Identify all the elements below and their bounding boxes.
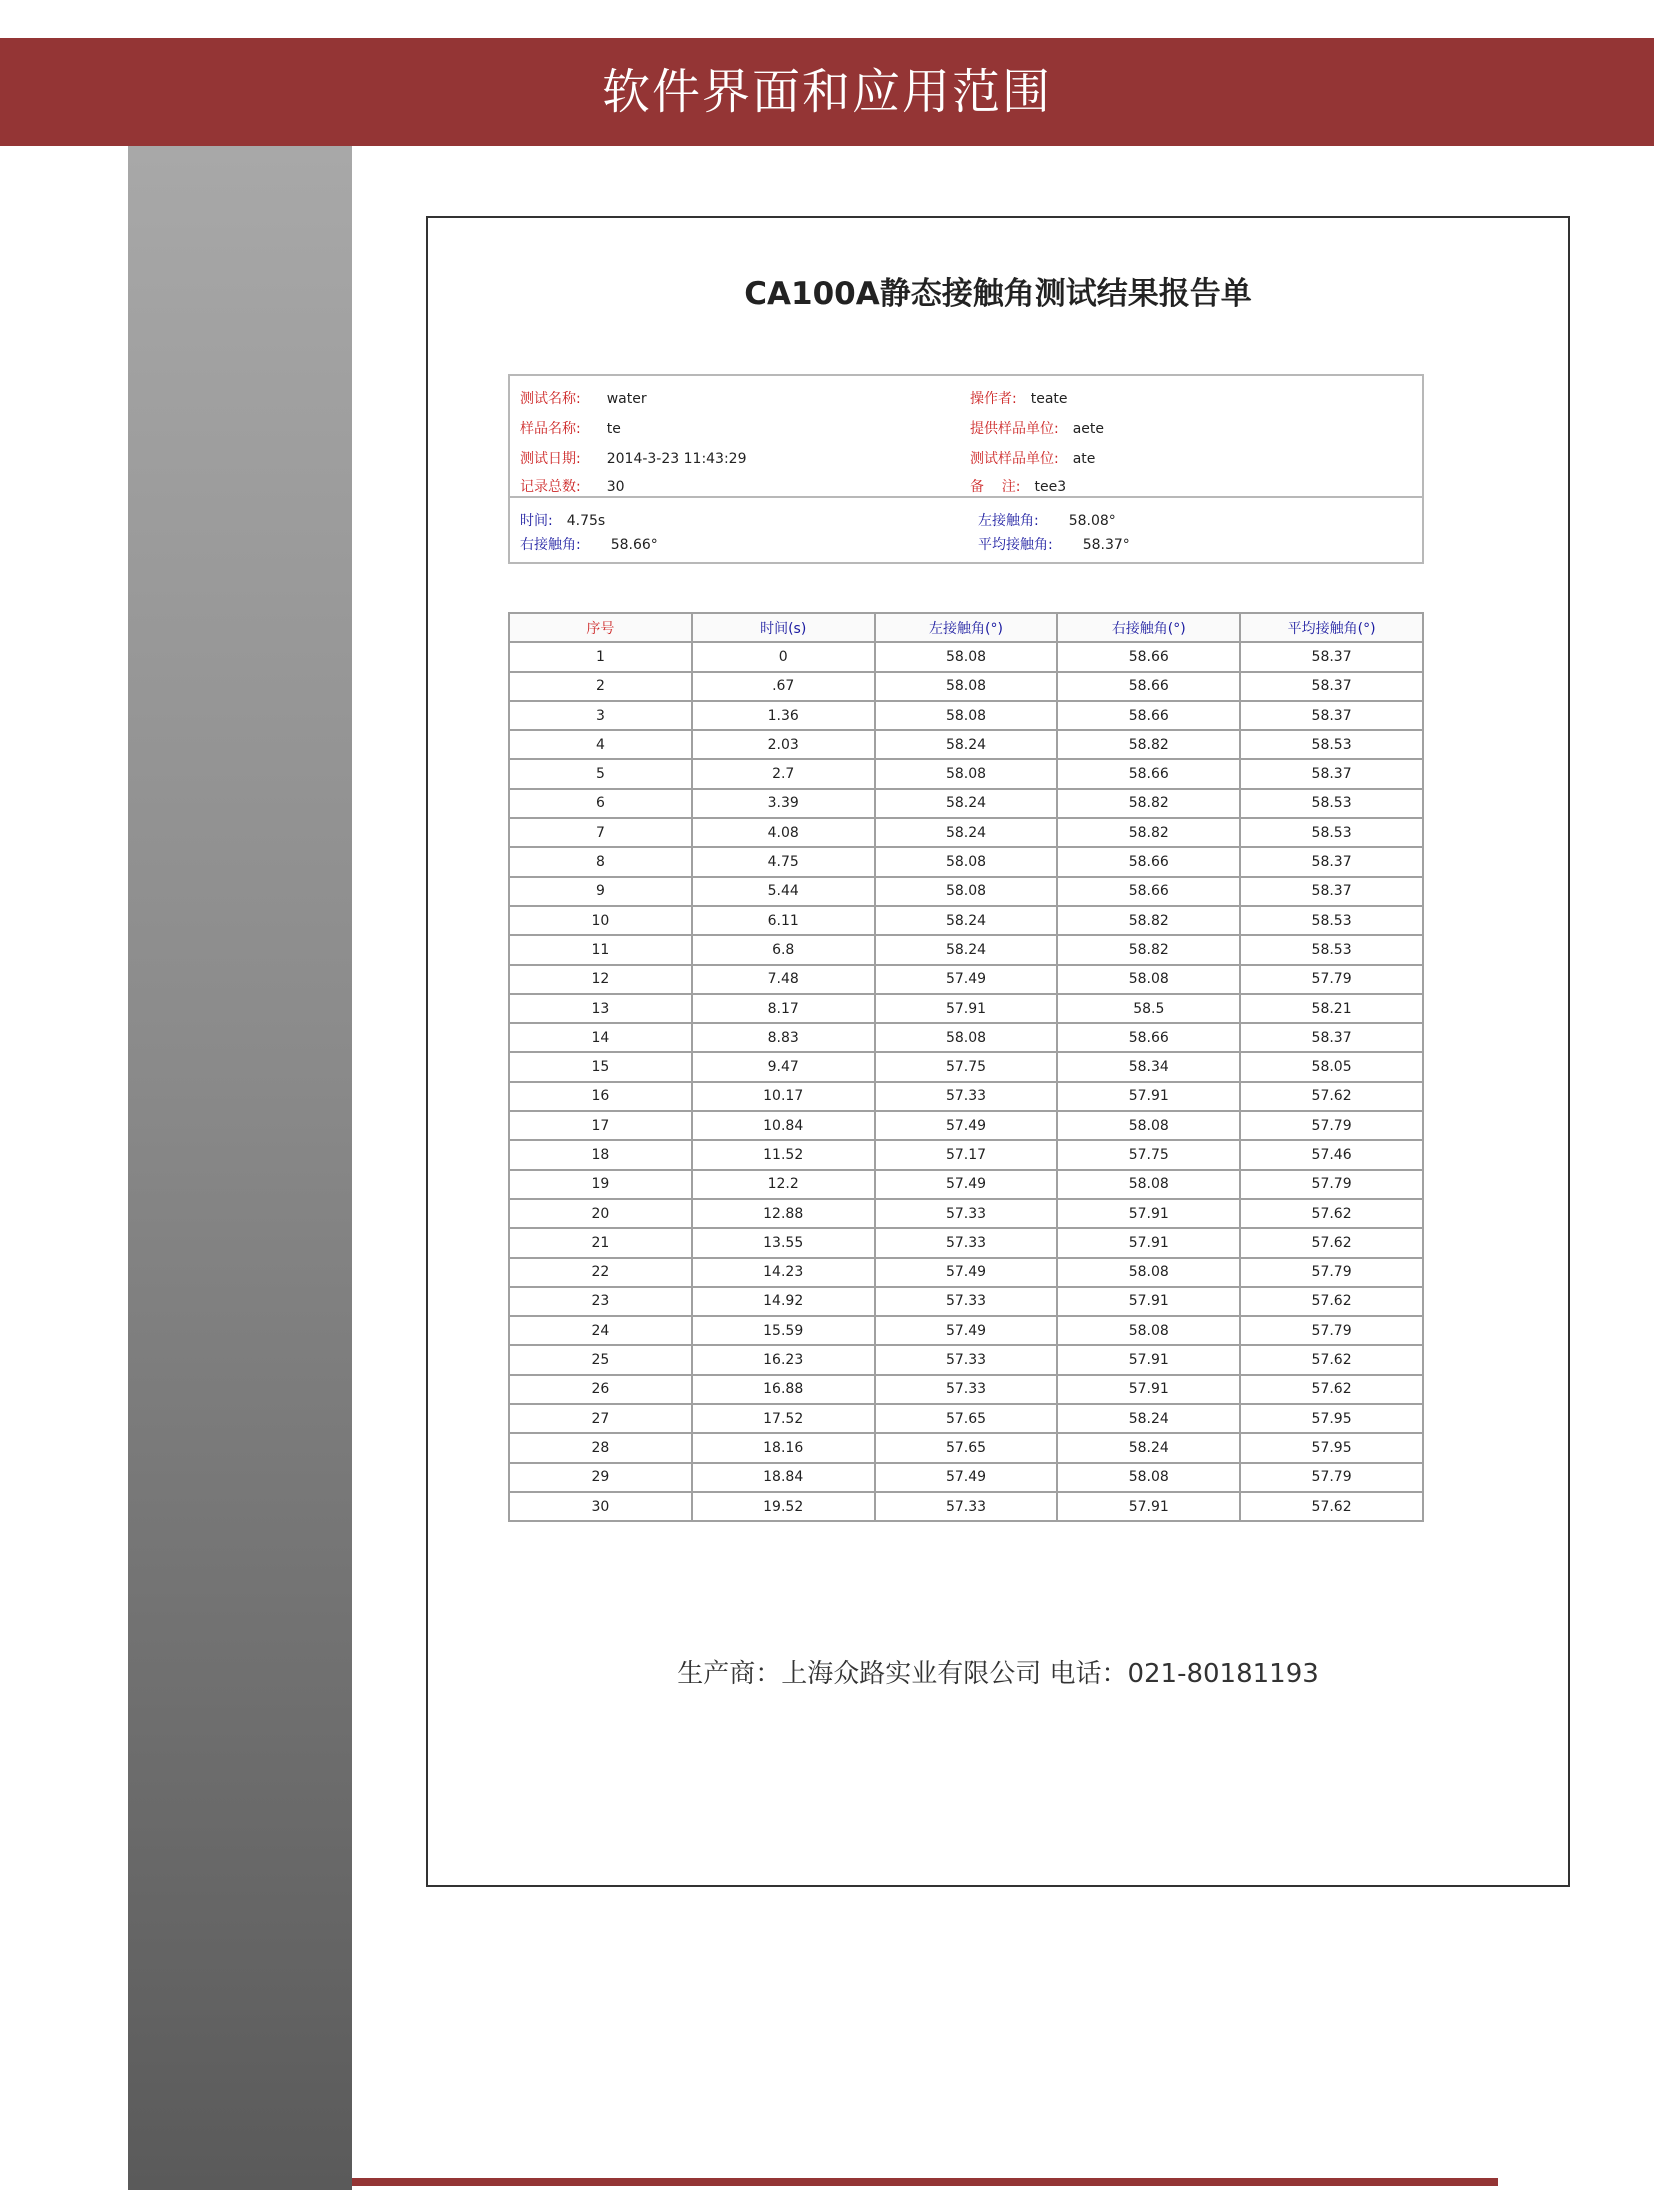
time-label: 时间: bbox=[520, 513, 553, 529]
side-gradient-bar bbox=[128, 146, 352, 2190]
cell-left-angle: 57.75 bbox=[875, 1052, 1058, 1081]
tester-value: ate bbox=[1072, 451, 1096, 467]
cell-left-angle: 57.33 bbox=[875, 1375, 1058, 1404]
table-row bbox=[509, 701, 1423, 730]
cell-left-angle: 58.24 bbox=[875, 789, 1058, 818]
cell-right-angle: 58.24 bbox=[1057, 1404, 1240, 1433]
table-row bbox=[509, 1433, 1423, 1462]
cell-time: 13.55 bbox=[692, 1228, 875, 1257]
cell-left-angle: 57.65 bbox=[875, 1433, 1058, 1462]
left-angle-label: 左接触角: bbox=[978, 513, 1039, 529]
table-row bbox=[509, 994, 1423, 1023]
cell-right-angle: 58.08 bbox=[1057, 965, 1240, 994]
cell-right-angle: 58.82 bbox=[1057, 730, 1240, 759]
provider-label: 提供样品单位: bbox=[970, 421, 1059, 437]
cell-right-angle: 57.91 bbox=[1057, 1492, 1240, 1521]
time-value: 4.75s bbox=[566, 513, 606, 529]
cell-avg-angle: 57.62 bbox=[1240, 1082, 1423, 1111]
cell-left-angle: 57.49 bbox=[875, 1258, 1058, 1287]
cell-time: .67 bbox=[692, 672, 875, 701]
cell-avg-angle: 57.95 bbox=[1240, 1433, 1423, 1462]
cell-index: 14 bbox=[509, 1023, 692, 1052]
col-header-right-angle: 右接触角(°) bbox=[1057, 613, 1240, 642]
table-row bbox=[509, 1023, 1423, 1052]
cell-time: 19.52 bbox=[692, 1492, 875, 1521]
cell-time: 18.16 bbox=[692, 1433, 875, 1462]
table-row bbox=[509, 1052, 1423, 1081]
cell-left-angle: 57.91 bbox=[875, 994, 1058, 1023]
cell-left-angle: 57.49 bbox=[875, 1170, 1058, 1199]
cell-time: 18.84 bbox=[692, 1463, 875, 1492]
cell-index: 8 bbox=[509, 847, 692, 876]
cell-right-angle: 58.82 bbox=[1057, 935, 1240, 964]
table-row bbox=[509, 1258, 1423, 1287]
cell-right-angle: 58.66 bbox=[1057, 1023, 1240, 1052]
manufacturer-footer: 生产商：上海众路实业有限公司 电话：021-80181193 bbox=[677, 1659, 1319, 1689]
cell-right-angle: 57.75 bbox=[1057, 1140, 1240, 1169]
sample-name-field bbox=[520, 418, 621, 438]
table-row bbox=[509, 1170, 1423, 1199]
cell-time: 10.84 bbox=[692, 1111, 875, 1140]
cell-right-angle: 58.34 bbox=[1057, 1052, 1240, 1081]
cell-right-angle: 58.82 bbox=[1057, 818, 1240, 847]
cell-index: 12 bbox=[509, 965, 692, 994]
cell-index: 9 bbox=[509, 877, 692, 906]
table-row bbox=[509, 1287, 1423, 1316]
remark-field bbox=[970, 476, 1066, 496]
cell-index: 19 bbox=[509, 1170, 692, 1199]
sample-name-label: 样品名称: bbox=[520, 421, 581, 437]
table-row bbox=[509, 1228, 1423, 1257]
right-angle-field bbox=[520, 534, 658, 554]
cell-time: 6.11 bbox=[692, 906, 875, 935]
cell-avg-angle: 57.62 bbox=[1240, 1287, 1423, 1316]
provider-value: aete bbox=[1072, 421, 1105, 437]
cell-left-angle: 58.08 bbox=[875, 1023, 1058, 1052]
cell-left-angle: 57.65 bbox=[875, 1404, 1058, 1433]
results-table bbox=[508, 612, 1424, 1522]
cell-index: 28 bbox=[509, 1433, 692, 1462]
cell-time: 3.39 bbox=[692, 789, 875, 818]
cell-index: 18 bbox=[509, 1140, 692, 1169]
cell-left-angle: 57.33 bbox=[875, 1492, 1058, 1521]
cell-time: 11.52 bbox=[692, 1140, 875, 1169]
cell-time: 16.23 bbox=[692, 1345, 875, 1374]
table-row bbox=[509, 1140, 1423, 1169]
cell-avg-angle: 58.21 bbox=[1240, 994, 1423, 1023]
cell-time: 12.2 bbox=[692, 1170, 875, 1199]
table-row bbox=[509, 818, 1423, 847]
cell-right-angle: 58.82 bbox=[1057, 906, 1240, 935]
cell-time: 14.23 bbox=[692, 1258, 875, 1287]
tester-label: 测试样品单位: bbox=[970, 451, 1059, 467]
info-divider bbox=[510, 496, 1422, 498]
cell-index: 13 bbox=[509, 994, 692, 1023]
cell-left-angle: 58.08 bbox=[875, 847, 1058, 876]
cell-avg-angle: 57.79 bbox=[1240, 965, 1423, 994]
cell-avg-angle: 58.53 bbox=[1240, 789, 1423, 818]
col-header-time: 时间(s) bbox=[692, 613, 875, 642]
cell-left-angle: 58.08 bbox=[875, 877, 1058, 906]
cell-right-angle: 58.66 bbox=[1057, 759, 1240, 788]
cell-time: 2.7 bbox=[692, 759, 875, 788]
cell-right-angle: 58.24 bbox=[1057, 1433, 1240, 1462]
col-header-avg-angle: 平均接触角(°) bbox=[1240, 613, 1423, 642]
cell-index: 24 bbox=[509, 1316, 692, 1345]
cell-left-angle: 57.33 bbox=[875, 1082, 1058, 1111]
table-row bbox=[509, 1199, 1423, 1228]
cell-index: 6 bbox=[509, 789, 692, 818]
test-name-value: water bbox=[606, 391, 647, 407]
cell-index: 20 bbox=[509, 1199, 692, 1228]
table-header-row bbox=[509, 613, 1423, 642]
cell-time: 6.8 bbox=[692, 935, 875, 964]
cell-avg-angle: 58.05 bbox=[1240, 1052, 1423, 1081]
table-row bbox=[509, 1492, 1423, 1521]
cell-right-angle: 58.82 bbox=[1057, 789, 1240, 818]
cell-left-angle: 58.24 bbox=[875, 906, 1058, 935]
remark-value: tee3 bbox=[1034, 479, 1067, 495]
cell-time: 17.52 bbox=[692, 1404, 875, 1433]
cell-index: 27 bbox=[509, 1404, 692, 1433]
cell-time: 16.88 bbox=[692, 1375, 875, 1404]
cell-left-angle: 58.08 bbox=[875, 701, 1058, 730]
cell-avg-angle: 58.53 bbox=[1240, 935, 1423, 964]
cell-left-angle: 58.24 bbox=[875, 730, 1058, 759]
test-date-value: 2014-3-23 11:43:29 bbox=[606, 451, 747, 467]
cell-index: 5 bbox=[509, 759, 692, 788]
cell-time: 14.92 bbox=[692, 1287, 875, 1316]
cell-left-angle: 58.24 bbox=[875, 935, 1058, 964]
record-count-value: 30 bbox=[606, 479, 625, 495]
table-row bbox=[509, 847, 1423, 876]
cell-avg-angle: 58.37 bbox=[1240, 672, 1423, 701]
cell-time: 4.08 bbox=[692, 818, 875, 847]
cell-time: 2.03 bbox=[692, 730, 875, 759]
cell-right-angle: 58.08 bbox=[1057, 1463, 1240, 1492]
bottom-rule bbox=[352, 2178, 1498, 2186]
cell-right-angle: 57.91 bbox=[1057, 1082, 1240, 1111]
record-count-label: 记录总数: bbox=[520, 479, 581, 495]
cell-index: 26 bbox=[509, 1375, 692, 1404]
tester-field bbox=[970, 448, 1095, 468]
cell-index: 3 bbox=[509, 701, 692, 730]
cell-right-angle: 57.91 bbox=[1057, 1375, 1240, 1404]
table-row bbox=[509, 1082, 1423, 1111]
cell-avg-angle: 57.79 bbox=[1240, 1258, 1423, 1287]
cell-time: 12.88 bbox=[692, 1199, 875, 1228]
cell-time: 5.44 bbox=[692, 877, 875, 906]
cell-avg-angle: 57.46 bbox=[1240, 1140, 1423, 1169]
table-row bbox=[509, 935, 1423, 964]
cell-right-angle: 58.66 bbox=[1057, 701, 1240, 730]
table-row bbox=[509, 642, 1423, 671]
cell-time: 10.17 bbox=[692, 1082, 875, 1111]
cell-left-angle: 58.08 bbox=[875, 759, 1058, 788]
cell-index: 30 bbox=[509, 1492, 692, 1521]
cell-right-angle: 57.91 bbox=[1057, 1228, 1240, 1257]
cell-index: 22 bbox=[509, 1258, 692, 1287]
cell-index: 25 bbox=[509, 1345, 692, 1374]
cell-time: 0 bbox=[692, 642, 875, 671]
cell-index: 10 bbox=[509, 906, 692, 935]
provider-field bbox=[970, 418, 1104, 438]
cell-avg-angle: 58.37 bbox=[1240, 642, 1423, 671]
cell-avg-angle: 58.37 bbox=[1240, 1023, 1423, 1052]
cell-left-angle: 57.49 bbox=[875, 1316, 1058, 1345]
operator-field bbox=[970, 388, 1068, 408]
cell-time: 4.75 bbox=[692, 847, 875, 876]
cell-avg-angle: 57.79 bbox=[1240, 1463, 1423, 1492]
table-row bbox=[509, 1375, 1423, 1404]
cell-right-angle: 58.08 bbox=[1057, 1258, 1240, 1287]
cell-index: 11 bbox=[509, 935, 692, 964]
cell-left-angle: 57.33 bbox=[875, 1199, 1058, 1228]
operator-value: teate bbox=[1030, 391, 1068, 407]
cell-right-angle: 57.91 bbox=[1057, 1345, 1240, 1374]
cell-left-angle: 57.33 bbox=[875, 1287, 1058, 1316]
cell-right-angle: 58.5 bbox=[1057, 994, 1240, 1023]
test-date-field bbox=[520, 448, 747, 468]
record-count-field bbox=[520, 476, 625, 496]
cell-index: 29 bbox=[509, 1463, 692, 1492]
cell-avg-angle: 57.62 bbox=[1240, 1228, 1423, 1257]
cell-avg-angle: 57.79 bbox=[1240, 1170, 1423, 1199]
cell-right-angle: 58.66 bbox=[1057, 672, 1240, 701]
cell-left-angle: 57.33 bbox=[875, 1345, 1058, 1374]
remark-label: 备 注: bbox=[970, 479, 1021, 495]
cell-index: 16 bbox=[509, 1082, 692, 1111]
sample-name-value: te bbox=[606, 421, 621, 437]
cell-index: 17 bbox=[509, 1111, 692, 1140]
cell-avg-angle: 57.62 bbox=[1240, 1375, 1423, 1404]
cell-index: 7 bbox=[509, 818, 692, 847]
report-title: CA100A静态接触角测试结果报告单 bbox=[744, 276, 1252, 312]
table-row bbox=[509, 877, 1423, 906]
cell-right-angle: 58.66 bbox=[1057, 877, 1240, 906]
cell-avg-angle: 57.79 bbox=[1240, 1111, 1423, 1140]
avg-angle-value: 58.37° bbox=[1082, 537, 1130, 553]
cell-avg-angle: 57.62 bbox=[1240, 1492, 1423, 1521]
col-header-index: 序号 bbox=[509, 613, 692, 642]
table-body bbox=[509, 642, 1423, 1521]
left-angle-field bbox=[978, 510, 1116, 530]
cell-left-angle: 57.49 bbox=[875, 1463, 1058, 1492]
cell-time: 1.36 bbox=[692, 701, 875, 730]
cell-avg-angle: 57.95 bbox=[1240, 1404, 1423, 1433]
table-row bbox=[509, 1345, 1423, 1374]
cell-left-angle: 58.08 bbox=[875, 672, 1058, 701]
cell-right-angle: 58.08 bbox=[1057, 1316, 1240, 1345]
cell-avg-angle: 58.53 bbox=[1240, 906, 1423, 935]
avg-angle-label: 平均接触角: bbox=[978, 537, 1053, 553]
left-angle-value: 58.08° bbox=[1068, 513, 1116, 529]
test-date-label: 测试日期: bbox=[520, 451, 581, 467]
cell-avg-angle: 58.37 bbox=[1240, 847, 1423, 876]
time-field bbox=[520, 510, 605, 530]
cell-time: 9.47 bbox=[692, 1052, 875, 1081]
cell-avg-angle: 58.37 bbox=[1240, 701, 1423, 730]
cell-index: 1 bbox=[509, 642, 692, 671]
table-row bbox=[509, 789, 1423, 818]
cell-avg-angle: 58.53 bbox=[1240, 818, 1423, 847]
cell-index: 4 bbox=[509, 730, 692, 759]
cell-avg-angle: 58.37 bbox=[1240, 759, 1423, 788]
cell-time: 7.48 bbox=[692, 965, 875, 994]
cell-index: 21 bbox=[509, 1228, 692, 1257]
cell-time: 8.17 bbox=[692, 994, 875, 1023]
cell-left-angle: 58.24 bbox=[875, 818, 1058, 847]
cell-left-angle: 57.49 bbox=[875, 965, 1058, 994]
table-row bbox=[509, 672, 1423, 701]
table-row bbox=[509, 1404, 1423, 1433]
cell-avg-angle: 58.37 bbox=[1240, 877, 1423, 906]
cell-right-angle: 57.91 bbox=[1057, 1199, 1240, 1228]
cell-left-angle: 57.49 bbox=[875, 1111, 1058, 1140]
operator-label: 操作者: bbox=[970, 391, 1017, 407]
table-row bbox=[509, 1463, 1423, 1492]
cell-time: 8.83 bbox=[692, 1023, 875, 1052]
cell-index: 2 bbox=[509, 672, 692, 701]
cell-left-angle: 57.17 bbox=[875, 1140, 1058, 1169]
avg-angle-field bbox=[978, 534, 1130, 554]
page-title: 软件界面和应用范围 bbox=[601, 64, 1052, 120]
test-name-field bbox=[520, 388, 647, 408]
report-document bbox=[426, 216, 1570, 1887]
table-row bbox=[509, 1316, 1423, 1345]
table-row bbox=[509, 1111, 1423, 1140]
cell-left-angle: 58.08 bbox=[875, 642, 1058, 671]
cell-avg-angle: 57.79 bbox=[1240, 1316, 1423, 1345]
cell-right-angle: 58.08 bbox=[1057, 1111, 1240, 1140]
cell-index: 23 bbox=[509, 1287, 692, 1316]
right-angle-label: 右接触角: bbox=[520, 537, 581, 553]
cell-avg-angle: 58.53 bbox=[1240, 730, 1423, 759]
cell-right-angle: 58.66 bbox=[1057, 847, 1240, 876]
cell-right-angle: 57.91 bbox=[1057, 1287, 1240, 1316]
right-angle-value: 58.66° bbox=[610, 537, 658, 553]
col-header-left-angle: 左接触角(°) bbox=[875, 613, 1058, 642]
cell-left-angle: 57.33 bbox=[875, 1228, 1058, 1257]
cell-avg-angle: 57.62 bbox=[1240, 1199, 1423, 1228]
test-name-label: 测试名称: bbox=[520, 391, 581, 407]
table-row bbox=[509, 965, 1423, 994]
cell-index: 15 bbox=[509, 1052, 692, 1081]
cell-right-angle: 58.66 bbox=[1057, 642, 1240, 671]
info-panel bbox=[508, 374, 1424, 564]
table-row bbox=[509, 730, 1423, 759]
table-row bbox=[509, 759, 1423, 788]
cell-time: 15.59 bbox=[692, 1316, 875, 1345]
cell-avg-angle: 57.62 bbox=[1240, 1345, 1423, 1374]
table-row bbox=[509, 906, 1423, 935]
cell-right-angle: 58.08 bbox=[1057, 1170, 1240, 1199]
